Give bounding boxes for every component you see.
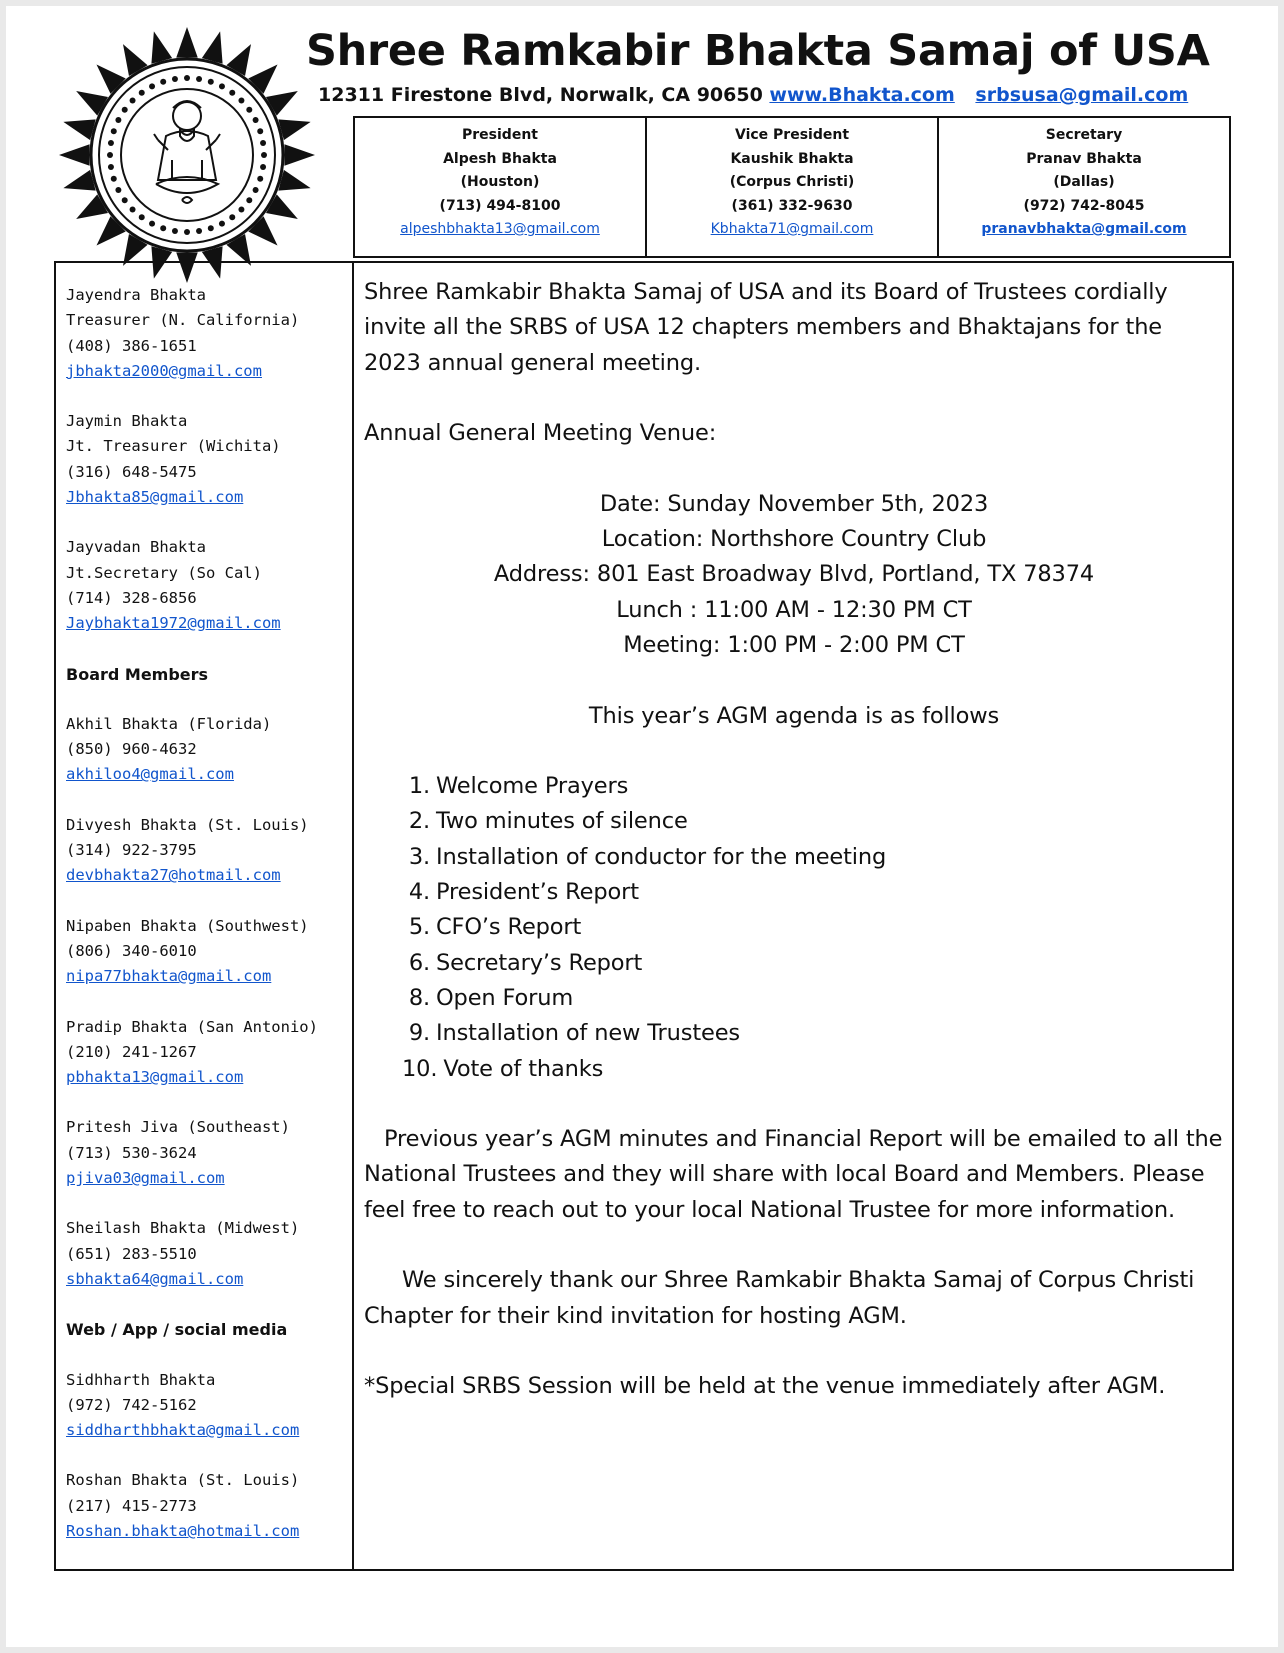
letterhead-page (6, 6, 1278, 1647)
contact-email-link[interactable]: siddharthbhakta@gmail.com (66, 1421, 300, 1440)
agenda-item (402, 875, 1224, 910)
contact-name: Sidhharth Bhakta (66, 1370, 216, 1389)
member-name: Sheilash Bhakta (Midwest) (66, 1219, 300, 1238)
trustee-name: Jayendra Bhakta (66, 286, 206, 304)
agenda-item (402, 769, 1224, 804)
agenda-number: 4. (408, 879, 430, 906)
agenda-number: 3. (408, 843, 430, 870)
board-member-entry (66, 1216, 351, 1292)
agenda-item (402, 1052, 1224, 1087)
officer-email-link[interactable]: Kbhakta71@gmail.com (710, 221, 874, 237)
content-frame (54, 261, 1234, 1571)
agenda-heading: This year’s AGM agenda is as follows (588, 702, 1000, 729)
board-member-entry (66, 914, 351, 990)
member-email-link[interactable]: sbhakta64@gmail.com (66, 1269, 244, 1288)
member-phone: (806) 340-6010 (66, 941, 197, 960)
trustee-phone: (316) 648-5475 (66, 462, 197, 481)
trustee-email-link[interactable]: Jaybhakta1972@gmail.com (66, 614, 281, 633)
website-link[interactable]: www.Bhakta.com (769, 84, 955, 106)
board-members-heading: Board Members (66, 664, 209, 684)
member-phone: (651) 283-5510 (66, 1244, 197, 1263)
trustee-sidebar (66, 283, 351, 1569)
agenda-item (402, 981, 1224, 1016)
agenda-text: Two minutes of silence (436, 808, 688, 835)
web-contact-entry (66, 1468, 351, 1544)
officer-city: (Houston) (460, 174, 540, 190)
agenda-item (402, 910, 1224, 945)
trustee-role: Jt. Treasurer (Wichita) (66, 437, 281, 456)
officer-email-link[interactable]: alpeshbhakta13@gmail.com (400, 221, 600, 237)
member-name: Pritesh Jiva (Southeast) (66, 1118, 290, 1137)
street-address: 12311 Firestone Blvd, Norwalk, CA 90650 (318, 84, 763, 106)
officer-vice-president (645, 118, 937, 256)
trustee-phone: (408) 386-1651 (66, 336, 197, 355)
agenda-number: 6. (408, 949, 430, 976)
thanks-paragraph: We sincerely thank our Shree Ramkabir Bhakta Samaj of Corpus Christi Chapter for their kind invitation for hosting AGM. (364, 1267, 1195, 1329)
officer-phone: (972) 742-8045 (1023, 197, 1145, 214)
member-name: Pradip Bhakta (San Antonio) (66, 1017, 318, 1036)
agenda-text: Vote of thanks (443, 1055, 604, 1082)
agenda-number: 9. (408, 1020, 430, 1047)
agenda-text: Secretary’s Report (436, 949, 643, 976)
column-divider (352, 263, 354, 1569)
samaj-emblem-logo (56, 24, 318, 286)
officers-table (353, 116, 1231, 258)
trustee-email-link[interactable]: jbhakta2000@gmail.com (66, 361, 262, 380)
member-name: Nipaben Bhakta (Southwest) (66, 916, 309, 935)
trustee-email-link[interactable]: Jbhakta85@gmail.com (66, 488, 244, 507)
member-phone: (850) 960-4632 (66, 740, 197, 759)
meeting-date: Date: Sunday November 5th, 2023 (599, 490, 989, 517)
officer-name: Pranav Bhakta (1026, 150, 1142, 167)
member-email-link[interactable]: akhiloo4@gmail.com (66, 765, 234, 784)
agenda-text: Welcome Prayers (436, 773, 629, 800)
member-email-link[interactable]: devbhakta27@hotmail.com (66, 866, 281, 885)
member-phone: (713) 530-3624 (66, 1143, 197, 1162)
member-email-link[interactable]: nipa77bhakta@gmail.com (66, 967, 272, 986)
officer-phone: (361) 332-9630 (731, 197, 853, 214)
agenda-list (364, 769, 1224, 1087)
agenda-text: Installation of new Trustees (436, 1020, 740, 1047)
member-phone: (314) 922-3795 (66, 841, 197, 860)
member-name: Divyesh Bhakta (St. Louis) (66, 815, 309, 834)
trustee-role: Treasurer (N. California) (66, 311, 300, 330)
contact-phone: (217) 415-2773 (66, 1496, 197, 1515)
officer-role: Vice President (734, 127, 850, 143)
agenda-item (402, 840, 1224, 875)
meeting-time: Meeting: 1:00 PM - 2:00 PM CT (623, 631, 965, 658)
officer-name: Kaushik Bhakta (730, 150, 854, 167)
agenda-item (402, 1016, 1224, 1051)
organization-title: Shree Ramkabir Bhakta Samaj of USA (306, 26, 1210, 76)
member-phone: (210) 241-1267 (66, 1042, 197, 1061)
intro-paragraph: Shree Ramkabir Bhakta Samaj of USA and its Board of Trustees cordially invite all the SRBS of USA 12 chapters members and Bhaktajans for the 2023 annual general meeting. (364, 279, 1168, 376)
contact-email-link[interactable]: Roshan.bhakta@hotmail.com (66, 1521, 300, 1540)
officer-email-link[interactable]: pranavbhakta@gmail.com (981, 221, 1187, 237)
agenda-text: Open Forum (436, 984, 574, 1011)
trustee-name: Jayvadan Bhakta (66, 538, 206, 557)
invitation-body (364, 275, 1224, 1405)
trustee-name: Jaymin Bhakta (66, 412, 188, 431)
agenda-text: Installation of conductor for the meeting (436, 843, 887, 870)
venue-heading: Annual General Meeting Venue: (364, 420, 717, 447)
agenda-number: 2. (408, 808, 430, 835)
agenda-number: 1. (408, 773, 430, 800)
trustee-entry (66, 535, 351, 636)
organization-email-link[interactable]: srbsusa@gmail.com (975, 84, 1189, 106)
special-session-note: *Special SRBS Session will be held at the venue immediately after AGM. (364, 1373, 1166, 1400)
agenda-number: 10. (402, 1055, 438, 1082)
officer-secretary (937, 118, 1229, 256)
meeting-location: Location: Northshore Country Club (601, 526, 987, 553)
lunch-time: Lunch : 11:00 AM - 12:30 PM CT (616, 596, 972, 623)
officer-role: President (462, 127, 538, 143)
member-email-link[interactable]: pjiva03@gmail.com (66, 1169, 225, 1188)
agenda-item (402, 804, 1224, 839)
web-contact-entry (66, 1368, 351, 1444)
member-name: Akhil Bhakta (Florida) (66, 714, 272, 733)
board-member-entry (66, 1115, 351, 1191)
agenda-number: 8. (408, 984, 430, 1011)
agenda-number: 5. (408, 914, 430, 941)
board-member-entry (66, 1015, 351, 1091)
officer-name: Alpesh Bhakta (443, 150, 557, 167)
agenda-item (402, 946, 1224, 981)
previous-minutes-paragraph: Previous year’s AGM minutes and Financial Report will be emailed to all the National Trustees and they will share with local Board and Members. Please feel free to reach out to your local National Trustee for more information. (364, 1126, 1223, 1223)
trustee-phone: (714) 328-6856 (66, 588, 197, 607)
trustee-entry (66, 283, 351, 384)
board-member-entry (66, 712, 351, 788)
agenda-text: CFO’s Report (436, 914, 582, 941)
trustee-role: Jt.Secretary (So Cal) (66, 563, 262, 582)
officer-role: Secretary (1045, 127, 1123, 143)
officer-president (355, 118, 645, 256)
contact-phone: (972) 742-5162 (66, 1395, 197, 1414)
officer-city: (Dallas) (1053, 174, 1115, 190)
address-line (318, 84, 1188, 106)
web-social-heading: Web / App / social media (66, 1320, 288, 1340)
trustee-entry (66, 409, 351, 510)
meeting-address: Address: 801 East Broadway Blvd, Portland, TX 78374 (493, 561, 1095, 588)
officer-city: (Corpus Christi) (729, 174, 855, 190)
agenda-text: President’s Report (436, 879, 639, 906)
officer-phone: (713) 494-8100 (439, 197, 561, 214)
board-member-entry (66, 813, 351, 889)
member-email-link[interactable]: pbhakta13@gmail.com (66, 1068, 244, 1087)
contact-name: Roshan Bhakta (St. Louis) (66, 1471, 300, 1490)
